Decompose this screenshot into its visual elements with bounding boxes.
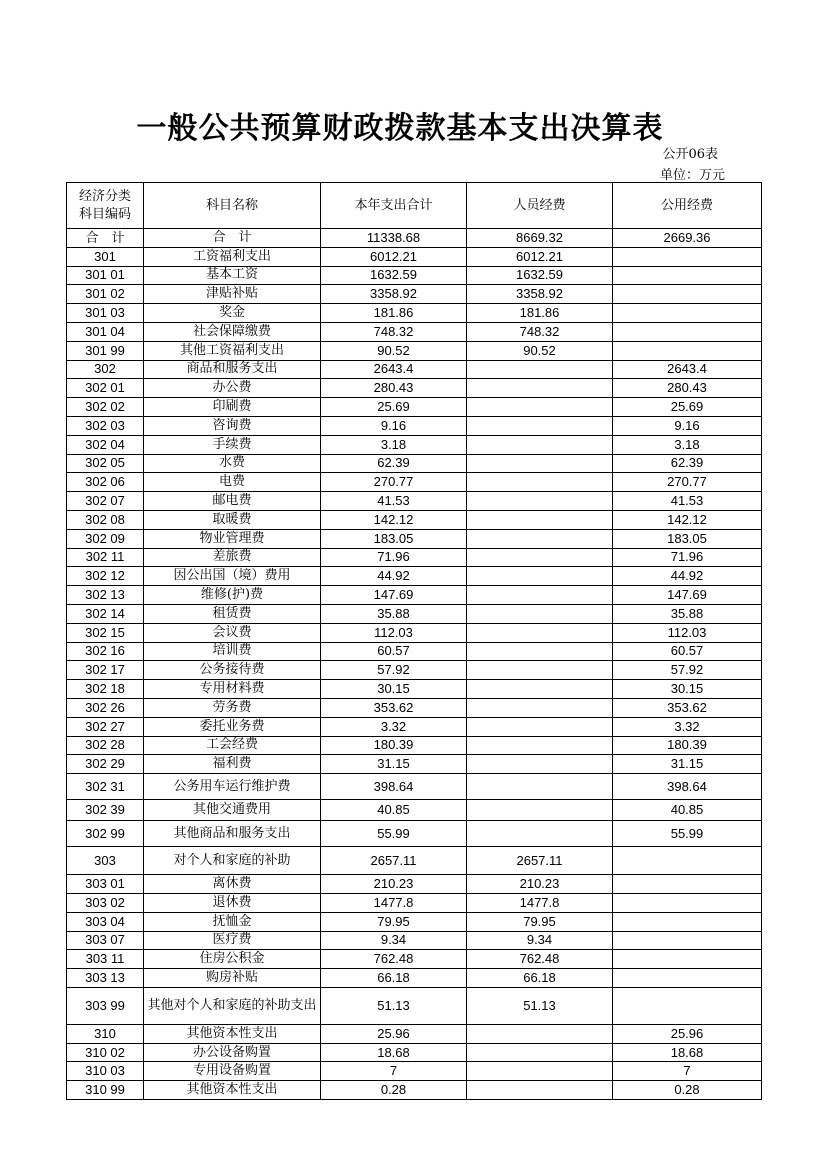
row-code: 302 08 <box>67 510 144 529</box>
row-public: 398.64 <box>613 774 762 800</box>
row-name: 购房补贴 <box>144 969 321 988</box>
row-name: 专用设备购置 <box>144 1062 321 1081</box>
row-personnel <box>467 717 613 736</box>
row-code: 302 02 <box>67 398 144 417</box>
page-title: 一般公共预算财政拨款基本支出决算表 <box>136 111 664 146</box>
row-personnel: 1632.59 <box>467 266 613 285</box>
row-name: 社会保障缴费 <box>144 322 321 341</box>
row-total: 353.62 <box>321 698 467 717</box>
row-personnel: 748.32 <box>467 322 613 341</box>
row-code: 302 04 <box>67 435 144 454</box>
table-row <box>67 717 762 736</box>
row-name: 劳务费 <box>144 698 321 717</box>
row-total: 3.18 <box>321 435 467 454</box>
row-code: 302 03 <box>67 416 144 435</box>
row-code: 310 02 <box>67 1043 144 1062</box>
row-name: 住房公积金 <box>144 950 321 969</box>
row-code: 302 17 <box>67 661 144 680</box>
row-name: 其他工资福利支出 <box>144 341 321 360</box>
row-total: 9.16 <box>321 416 467 435</box>
row-name: 专用材料费 <box>144 680 321 699</box>
row-name: 其他资本性支出 <box>144 1081 321 1100</box>
row-name: 因公出国（境）费用 <box>144 567 321 586</box>
row-code: 合 计 <box>67 229 144 248</box>
row-public: 112.03 <box>613 623 762 642</box>
table-row <box>67 379 762 398</box>
row-code: 302 15 <box>67 623 144 642</box>
row-total: 280.43 <box>321 379 467 398</box>
row-public: 280.43 <box>613 379 762 398</box>
row-total: 142.12 <box>321 510 467 529</box>
row-code: 310 <box>67 1024 144 1043</box>
row-public: 25.96 <box>613 1024 762 1043</box>
row-public: 270.77 <box>613 473 762 492</box>
row-public: 44.92 <box>613 567 762 586</box>
row-name: 奖金 <box>144 304 321 323</box>
row-personnel <box>467 435 613 454</box>
row-public <box>613 322 762 341</box>
row-total: 3358.92 <box>321 285 467 304</box>
row-public: 180.39 <box>613 736 762 755</box>
row-name: 邮电费 <box>144 492 321 511</box>
table-row <box>67 800 762 821</box>
row-public: 71.96 <box>613 548 762 567</box>
row-total: 62.39 <box>321 454 467 473</box>
row-name: 基本工资 <box>144 266 321 285</box>
row-total: 79.95 <box>321 912 467 931</box>
table-row <box>67 969 762 988</box>
row-public: 18.68 <box>613 1043 762 1062</box>
row-total: 3.32 <box>321 717 467 736</box>
row-public <box>613 950 762 969</box>
row-name: 合 计 <box>144 229 321 248</box>
row-total: 11338.68 <box>321 229 467 248</box>
row-code: 302 28 <box>67 736 144 755</box>
row-public <box>613 285 762 304</box>
row-public <box>613 266 762 285</box>
row-code: 301 04 <box>67 322 144 341</box>
row-personnel <box>467 548 613 567</box>
row-personnel <box>467 1043 613 1062</box>
row-public: 57.92 <box>613 661 762 680</box>
table-row <box>67 266 762 285</box>
row-personnel: 51.13 <box>467 987 613 1024</box>
row-total: 1632.59 <box>321 266 467 285</box>
row-name: 退休费 <box>144 893 321 912</box>
table-row <box>67 893 762 912</box>
expenditure-table <box>66 182 762 1100</box>
row-personnel <box>467 680 613 699</box>
row-total: 30.15 <box>321 680 467 699</box>
table-row <box>67 755 762 774</box>
table-row <box>67 247 762 266</box>
row-code: 302 29 <box>67 755 144 774</box>
row-name: 租赁费 <box>144 604 321 623</box>
row-name: 其他对个人和家庭的补助支出 <box>144 987 321 1024</box>
row-code: 303 01 <box>67 875 144 894</box>
row-total: 51.13 <box>321 987 467 1024</box>
table-row <box>67 510 762 529</box>
row-personnel: 8669.32 <box>467 229 613 248</box>
row-code: 303 04 <box>67 912 144 931</box>
table-row <box>67 680 762 699</box>
row-total: 2643.4 <box>321 360 467 379</box>
row-public <box>613 987 762 1024</box>
row-name: 公务接待费 <box>144 661 321 680</box>
table-row <box>67 304 762 323</box>
row-code: 302 26 <box>67 698 144 717</box>
table-row <box>67 341 762 360</box>
table-row <box>67 416 762 435</box>
row-personnel: 66.18 <box>467 969 613 988</box>
row-personnel <box>467 473 613 492</box>
row-personnel <box>467 623 613 642</box>
row-total: 112.03 <box>321 623 467 642</box>
row-total: 181.86 <box>321 304 467 323</box>
table-row <box>67 1081 762 1100</box>
row-personnel <box>467 360 613 379</box>
row-public: 147.69 <box>613 586 762 605</box>
row-total: 25.69 <box>321 398 467 417</box>
table-row <box>67 1043 762 1062</box>
row-personnel: 762.48 <box>467 950 613 969</box>
table-header-row <box>67 183 762 229</box>
row-public: 9.16 <box>613 416 762 435</box>
row-personnel: 90.52 <box>467 341 613 360</box>
table-row <box>67 322 762 341</box>
table-row <box>67 473 762 492</box>
row-code: 302 11 <box>67 548 144 567</box>
row-total: 210.23 <box>321 875 467 894</box>
row-total: 9.34 <box>321 931 467 950</box>
row-personnel <box>467 698 613 717</box>
row-personnel <box>467 529 613 548</box>
row-total: 25.96 <box>321 1024 467 1043</box>
row-name: 差旅费 <box>144 548 321 567</box>
row-code: 302 <box>67 360 144 379</box>
row-code: 302 07 <box>67 492 144 511</box>
row-total: 41.53 <box>321 492 467 511</box>
row-code: 301 01 <box>67 266 144 285</box>
table-row <box>67 1062 762 1081</box>
header-code: 经济分类科目编码 <box>67 183 144 229</box>
table-row <box>67 774 762 800</box>
row-code: 302 39 <box>67 800 144 821</box>
row-personnel <box>467 800 613 821</box>
row-public: 30.15 <box>613 680 762 699</box>
row-total: 7 <box>321 1062 467 1081</box>
row-public <box>613 912 762 931</box>
table-row <box>67 454 762 473</box>
row-personnel: 210.23 <box>467 875 613 894</box>
row-name: 工资福利支出 <box>144 247 321 266</box>
row-name: 印刷费 <box>144 398 321 417</box>
table-row <box>67 398 762 417</box>
table-row <box>67 285 762 304</box>
row-total: 18.68 <box>321 1043 467 1062</box>
row-code: 301 03 <box>67 304 144 323</box>
row-name: 办公设备购置 <box>144 1043 321 1062</box>
row-total: 55.99 <box>321 821 467 847</box>
row-code: 302 99 <box>67 821 144 847</box>
row-name: 物业管理费 <box>144 529 321 548</box>
row-public <box>613 304 762 323</box>
row-public: 3.18 <box>613 435 762 454</box>
row-name: 工会经费 <box>144 736 321 755</box>
row-total: 40.85 <box>321 800 467 821</box>
row-public: 353.62 <box>613 698 762 717</box>
row-total: 398.64 <box>321 774 467 800</box>
row-total: 71.96 <box>321 548 467 567</box>
row-public: 62.39 <box>613 454 762 473</box>
row-public: 142.12 <box>613 510 762 529</box>
row-total: 90.52 <box>321 341 467 360</box>
row-code: 302 18 <box>67 680 144 699</box>
row-public: 0.28 <box>613 1081 762 1100</box>
row-personnel <box>467 736 613 755</box>
header-total: 本年支出合计 <box>321 183 467 229</box>
row-personnel: 9.34 <box>467 931 613 950</box>
row-code: 301 99 <box>67 341 144 360</box>
row-total: 1477.8 <box>321 893 467 912</box>
row-name: 会议费 <box>144 623 321 642</box>
row-personnel: 2657.11 <box>467 847 613 875</box>
row-code: 303 99 <box>67 987 144 1024</box>
row-personnel: 3358.92 <box>467 285 613 304</box>
row-public: 3.32 <box>613 717 762 736</box>
table-row <box>67 1024 762 1043</box>
row-total: 183.05 <box>321 529 467 548</box>
row-personnel: 79.95 <box>467 912 613 931</box>
row-personnel <box>467 604 613 623</box>
row-public: 55.99 <box>613 821 762 847</box>
row-personnel <box>467 755 613 774</box>
row-total: 31.15 <box>321 755 467 774</box>
row-personnel: 181.86 <box>467 304 613 323</box>
row-name: 取暖费 <box>144 510 321 529</box>
table-row <box>67 642 762 661</box>
row-public: 60.57 <box>613 642 762 661</box>
row-code: 302 12 <box>67 567 144 586</box>
row-personnel <box>467 416 613 435</box>
row-public: 31.15 <box>613 755 762 774</box>
row-personnel <box>467 1024 613 1043</box>
row-code: 310 03 <box>67 1062 144 1081</box>
row-name: 培训费 <box>144 642 321 661</box>
table-body <box>67 229 762 1100</box>
row-personnel <box>467 567 613 586</box>
table-row <box>67 360 762 379</box>
row-public: 40.85 <box>613 800 762 821</box>
row-total: 748.32 <box>321 322 467 341</box>
row-total: 44.92 <box>321 567 467 586</box>
row-code: 303 02 <box>67 893 144 912</box>
row-personnel <box>467 398 613 417</box>
row-total: 2657.11 <box>321 847 467 875</box>
table-row <box>67 529 762 548</box>
row-name: 对个人和家庭的补助 <box>144 847 321 875</box>
row-personnel <box>467 510 613 529</box>
row-name: 咨询费 <box>144 416 321 435</box>
row-name: 福利费 <box>144 755 321 774</box>
row-personnel <box>467 492 613 511</box>
table-row <box>67 736 762 755</box>
row-code: 310 99 <box>67 1081 144 1100</box>
table-row <box>67 847 762 875</box>
row-personnel <box>467 1081 613 1100</box>
row-public <box>613 893 762 912</box>
row-total: 35.88 <box>321 604 467 623</box>
row-code: 303 13 <box>67 969 144 988</box>
row-personnel <box>467 379 613 398</box>
row-code: 301 <box>67 247 144 266</box>
table-row <box>67 548 762 567</box>
row-personnel: 6012.21 <box>467 247 613 266</box>
row-code: 302 27 <box>67 717 144 736</box>
row-name: 公务用车运行维护费 <box>144 774 321 800</box>
row-public: 25.69 <box>613 398 762 417</box>
row-personnel <box>467 774 613 800</box>
table-row <box>67 875 762 894</box>
row-total: 0.28 <box>321 1081 467 1100</box>
row-name: 办公费 <box>144 379 321 398</box>
table-row <box>67 604 762 623</box>
row-name: 其他资本性支出 <box>144 1024 321 1043</box>
row-name: 离休费 <box>144 875 321 894</box>
row-total: 180.39 <box>321 736 467 755</box>
row-code: 302 01 <box>67 379 144 398</box>
row-name: 手续费 <box>144 435 321 454</box>
row-public <box>613 875 762 894</box>
row-public: 183.05 <box>613 529 762 548</box>
unit-label: 单位：万元 <box>659 168 725 183</box>
row-name: 其他交通费用 <box>144 800 321 821</box>
row-personnel <box>467 586 613 605</box>
header-public: 公用经费 <box>613 183 762 229</box>
table-row <box>67 492 762 511</box>
row-public: 35.88 <box>613 604 762 623</box>
row-name: 电费 <box>144 473 321 492</box>
row-public <box>613 247 762 266</box>
row-name: 医疗费 <box>144 931 321 950</box>
row-code: 302 09 <box>67 529 144 548</box>
row-name: 水费 <box>144 454 321 473</box>
table-row <box>67 987 762 1024</box>
row-public <box>613 341 762 360</box>
row-code: 302 31 <box>67 774 144 800</box>
table-row <box>67 586 762 605</box>
row-total: 60.57 <box>321 642 467 661</box>
row-public: 2669.36 <box>613 229 762 248</box>
row-personnel <box>467 821 613 847</box>
row-code: 302 14 <box>67 604 144 623</box>
header-personnel: 人员经费 <box>467 183 613 229</box>
row-code: 303 11 <box>67 950 144 969</box>
table-row <box>67 229 762 248</box>
table-row <box>67 623 762 642</box>
row-name: 抚恤金 <box>144 912 321 931</box>
row-personnel <box>467 642 613 661</box>
table-row <box>67 661 762 680</box>
row-personnel <box>467 661 613 680</box>
row-public <box>613 969 762 988</box>
row-public: 7 <box>613 1062 762 1081</box>
table-row <box>67 435 762 454</box>
row-name: 维修(护)费 <box>144 586 321 605</box>
row-code: 303 07 <box>67 931 144 950</box>
table-row <box>67 950 762 969</box>
table-row <box>67 912 762 931</box>
row-code: 301 02 <box>67 285 144 304</box>
table-row <box>67 567 762 586</box>
row-code: 302 13 <box>67 586 144 605</box>
row-total: 270.77 <box>321 473 467 492</box>
row-code: 303 <box>67 847 144 875</box>
row-total: 66.18 <box>321 969 467 988</box>
row-code: 302 05 <box>67 454 144 473</box>
row-name: 商品和服务支出 <box>144 360 321 379</box>
row-total: 147.69 <box>321 586 467 605</box>
row-code: 302 16 <box>67 642 144 661</box>
table-row <box>67 821 762 847</box>
row-total: 6012.21 <box>321 247 467 266</box>
row-personnel <box>467 1062 613 1081</box>
form-number: 公开06表 <box>662 147 718 162</box>
row-public <box>613 847 762 875</box>
row-public: 41.53 <box>613 492 762 511</box>
table-row <box>67 931 762 950</box>
row-personnel: 1477.8 <box>467 893 613 912</box>
row-total: 57.92 <box>321 661 467 680</box>
table-row <box>67 698 762 717</box>
row-name: 津贴补贴 <box>144 285 321 304</box>
row-name: 委托业务费 <box>144 717 321 736</box>
row-total: 762.48 <box>321 950 467 969</box>
row-personnel <box>467 454 613 473</box>
header-name: 科目名称 <box>144 183 321 229</box>
row-code: 302 06 <box>67 473 144 492</box>
row-public <box>613 931 762 950</box>
row-public: 2643.4 <box>613 360 762 379</box>
row-name: 其他商品和服务支出 <box>144 821 321 847</box>
